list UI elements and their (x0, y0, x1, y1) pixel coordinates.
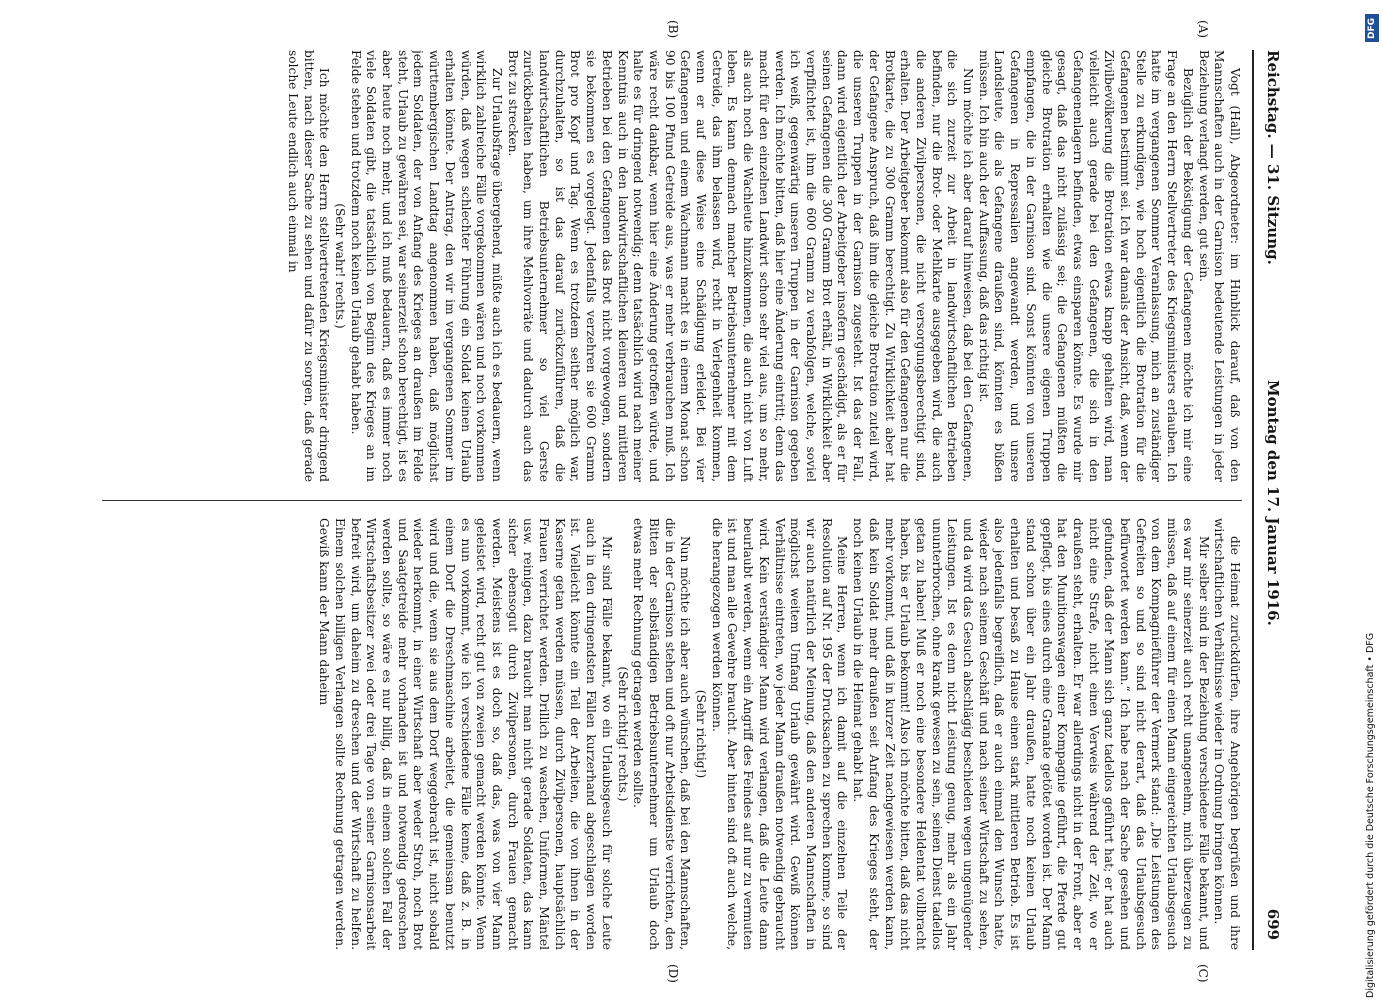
paragraph: Nun möchte ich aber auch wünschen, daß bei den Mannschaften, die in der Garnison stehen und oft nur Arbeitsdienste verrichten, den Bitten der selbständigen Betriebsunternehmer um Urlaub doch etwas mehr Rechnung getragen werden sollte. (631, 518, 693, 950)
margin-marker-a: (A) (1196, 20, 1210, 39)
interjection: (Sehr richtig!) (694, 689, 709, 779)
paragraph: Meine Herren, wenn ich damit auf die einzelnen Teile der Resolution auf Nr. 195 der Drucksachen zu sprechen komme, so sind wir auch natürlich der Meinung, daß den anderen Mannschaften in möglichst weitem Umfang Urlaub gewährt wird. Gewiß können Verhältnisse eintreten, wo jeder Mann draußen notwendig gebraucht wird. Kein verständiger Mann wird verlangen, daß die Leute dann beurlaubt werden, wenn ein Angriff des Feindes auf nur zu vermuten ist und man alle Gewehre braucht. Aber hinten sind oft auch welche, die herangezogen werden können. (709, 518, 850, 950)
interjection: (Sehr wahr! rechts.) (332, 203, 347, 329)
dfg-logo: DFG (1365, 14, 1379, 42)
paragraph: die Heimat zurückdürfen, ihre Angehörigen begrüßen und ihre wirtschaftlichen Verhältnisse wieder in Ordnung bringen können. (1212, 518, 1242, 950)
page-header (1258, 50, 1282, 950)
left-column (102, 50, 1242, 482)
column-divider (102, 500, 1242, 501)
margin-marker-b: (B) (666, 20, 680, 39)
page-number: 699 (1264, 908, 1282, 940)
funding-sidebar (1365, 8, 1381, 998)
margin-marker-d: (D) (666, 964, 680, 983)
header-date: Montag den 17. Januar 1916. (1264, 380, 1282, 626)
right-column (102, 518, 1242, 950)
paragraph: Ich möchte den Herrn stellvertretenden Kriegsminister dringend bitten, nach dieser Sache zu sehen und dafür zu sorgen, daß gerade solche Leute endlich auch einmal in (285, 50, 332, 482)
rotated-page (70, 20, 1300, 983)
paragraph: Mir selber sind in der Beziehung verschiedene Fälle bekannt, und es war mir seinerzeit auch recht unangenehm, mich überzeugen zu müssen, daß auf einem für einen Mann eingereichten Urlaubsgesuch von dem Kompagnieführer der Vermerk stand: „Die Leistungen des Gefreiten so und so sind nicht derart, daß das Urlaubsgesuch befürwortet werden kann.“ Ich habe nach der Sache gesehen und gefunden, daß der Mann sich ganz tadellos geführt hat; er hat auch nicht eine Strafe, nicht einen Verweis während der Zeit, wo er draußen steht, erhalten. Er war allerdings nicht in der Front, aber er hat den Munitionswagen einer Kompagnie geführt, die Pferde gut gepflegt, bis eines durch eine Granate getötet worden ist. Der Mann stand schon über ein Jahr draußen, hatte noch keinen Urlaub erhalten und besaß zu Hause einen stark mittleren Betrieb. Es ist also jedenfalls begreiflich, daß er auch einmal den Wunsch hatte, wieder nach seinem Geschäft und nach seiner Wirtschaft zu sehen, und da wird das Gesuch abschlägig beschieden wegen ungenügender Leistungen. Ist es denn nicht Leistung genug, mehr als ein Jahr ununterbrochen, ohne krank gewesen zu sein, seinen Dienst tadellos getan zu haben! Muß er noch eine besondere Heldentat vollbracht haben, bis er Urlaub bekommt! Also ich möchte bitten, daß das nicht mehr vorkommt, und daß in kurzer Zeit nachgewiesen werden kann, daß kein Soldat mehr draußen seit Anfang des Krieges steht, der noch keinen Urlaub in die Heimat gehabt hat. (851, 518, 1211, 950)
paragraph: Mir sind Fälle bekannt, wo ein Urlaubsgesuch für solche Leute auch in den dringendsten Fällen kurzerhand abgeschlagen worden ist. Vielleicht könnte ein Teil der Arbeiten, die von ihnen in der Kaserne getan werden müssen, durch Zivilpersonen, hauptsächlich Frauen verrichtet werden. Drillich zu waschen, Uniformen, Mäntel usw. reinigen, dazu braucht man nicht gerade Soldaten, das kann sicher ebensogut durch Zivilpersonen, durch Frauen gemacht werden. Meistens ist es doch so, daß das, was von vier Mann geleistet wird, recht gut von zweien gemacht werden könnte. Wenn es nun vorkommt, wie ich verschiedene Fälle kenne, daß z. B. in einem Dorf die Dreschmaschine arbeitet, die gemeinsam benutzt wird und die, wenn sie aus dem Dorf weggebracht ist, nicht sobald wieder herkommt, in einer Wirtschaft aber weder Stroh, noch Brot und Saatgetreide mehr vorhanden ist und notwendig gedroschen werden sollte, so wäre es nur billig, daß in einem solchen Fall der Wirtschaftsbesitzer zwei oder drei Tage von seiner Garnisonsarbeit befreit wird, um daheim zu dreschen und der Wirtschaft zu helfen. Einem solchen billigen Verlangen sollte Rechnung getragen werden. Gewiß kann der Mann daheim (317, 518, 614, 950)
funding-credit: Digitalisierung gefördert durch die Deutsche Forschungsgemeinschaft • DFG (1365, 632, 1376, 998)
paragraph: Zur Urlaubsfrage übergehend, müßte auch ich es bedauern, wenn wirklich zahlreiche Fälle vorgekommen wären und noch vorkommen würden, daß wegen schlechter Führung ein Soldat keinen Urlaub erhalten könnte. Der Antrag, den wir im vergangenen Sommer im württembergischen Landtag angenommen haben, daß möglichst jedem Soldaten, der von Anfang des Krieges an draußen im Felde steht, Urlaub zu gewähren sei, war seinerzeit schon berechtigt, ist es aber heute noch mehr, und ich muß bedauern, daß es immer noch viele Soldaten gibt, die tatsächlich von Beginn des Krieges an im Felde stehen und trotzdem noch keinen Urlaub gehabt haben. (348, 50, 504, 482)
header-rule (1252, 50, 1254, 950)
interjection: (Sehr richtig! rechts.) (615, 666, 630, 802)
header-left: Reichstag. — 31. Sitzung. (1264, 50, 1282, 265)
paragraph: Vogt (Hall), Abgeordneter: im Hinblick darauf, daß von den Mannschaften auch in der Garnison bedeutende Leistungen in jeder Beziehung verlangt werden, gut sein. (1196, 50, 1242, 482)
margin-marker-c: (C) (1196, 964, 1210, 983)
paragraph: Bezüglich der Beköstigung der Gefangenen möchte ich mir eine Frage an den Herrn Stellvertreter des Kriegsministers erlauben. Ich hatte im vergangenen Sommer Veranlassung, mich an zuständiger Stelle zu erkundigen, wie hoch eigentlich die Brotration für die Gefangenen bestimmt sei. Ich war damals der Ansicht, daß, wenn der Zivilbevölkerung die Brotration etwas knapp gehalten wird, man vielleicht auch gerade bei den Gefangenen, die sich in den Gefangenenlagern befinden, etwas einsparen könnte. Es wurde mir gesagt, daß das nicht zulässig sei; die Gefangenen müßten die gleiche Brotration erhalten wie die unsere eigenen Truppen empfangen, die in der Garnison sind. Sonst könnten von unseren Gefangenen in Repressalien angewandt werden, und unsere Landsleute, die als Gefangene draußen sind, könnten es büßen müssen. Ich bin auch der Auffassung, daß das richtig ist. (976, 50, 1195, 482)
paragraph: Nun möchte ich aber darauf hinweisen, daß bei den Gefangenen, die sich zurzeit zur Arbeit in landwirtschaftlichen Betrieben befinden, nur die Brot- oder Mehlkarte ausgegeben wird, die auch die anderen Zivilpersonen, die nicht versorgungsberechtigt sind, erhalten. Der Arbeitgeber bekommt also für den Gefangenen nur die Brotkarte, die zu 300 Gramm berechtigt. Zu Wirklichkeit aber hat der Gefangene Anspruch, daß ihm die gleiche Brotration zuteil wird, die unseren Truppen in der Garnison zugesteht. Ist das der Fall, dann wird eigentlich der Arbeitgeber insofern geschädigt, als er für seinen Gefangenen die 300 Gramm Brot erhält, in Wirklichkeit aber verpflichtet ist, ihm die 600 Gramm zu verabfolgen, welche, soviel ich weiß, gegenwärtig unseren Truppen in der Garnison gegeben werden. Ich möchte bitten, daß hier eine Änderung eintritt; denn das macht für den einzelnen Landwirt schon sehr viel aus, um so mehr, als auch noch die Wachleute hinzukommen, die auch nicht von Luft leben. Es kann demnach mancher Betriebsunternehmer mit dem Getreide, das ihm belassen wird, recht in Verlegenheit kommen, wenn er auf diese Weise eine Schädigung erleidet. Bei vier Gefangenen und einem Wachmann macht es in einem Monat schon 90 bis 100 Pfund Getreide aus, was er mehr verbrauchen muß. Ich wäre recht dankbar, wenn hier eine Änderung getroffen würde, und halte es für dringend notwendig; denn tatsächlich wird nach meiner Kenntnis auch in den landwirtschaftlichen kleineren und mittleren Betrieben bei den Gefangenen das Brot nicht vorgewogen, sondern sie bekommen es vorgelegt. Jedenfalls verzehren sie 600 Gramm Brot pro Kopf und Tag. Wenn es trotzdem seither möglich war, durchzuhalten, so ist das darauf zurückzuführen, daß die landwirtschaftlichen Betriebsunternehmer so viel Gerste zurückbehalten haben, um ihre Mehlvorräte und dadurch auch das Brot zu strecken. (505, 50, 976, 482)
